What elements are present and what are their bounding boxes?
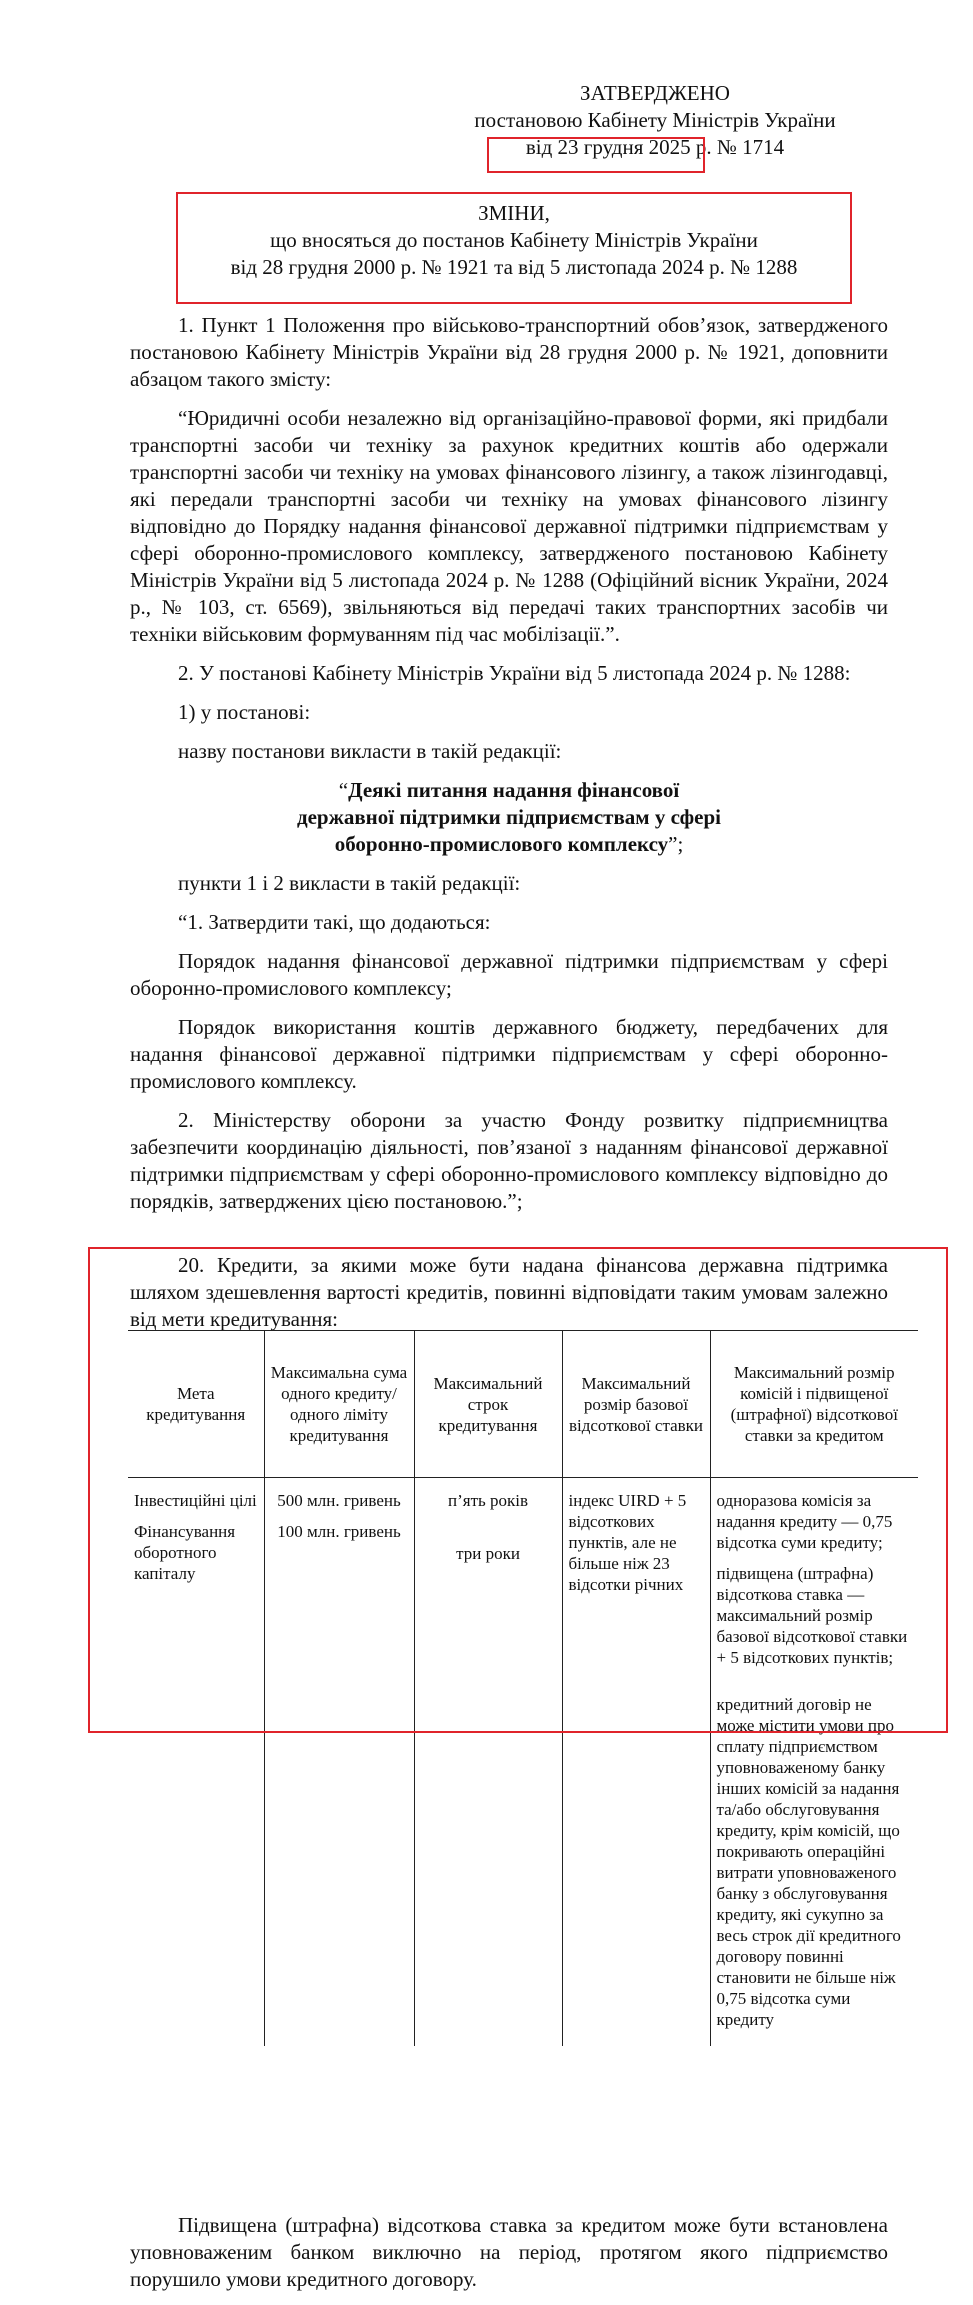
table-cell-max-term [414, 1478, 562, 2047]
paragraph-11: 20. Кредити, за якими може бути надана фінансова державна підтримка шляхом здешевлення вартості кредитів, повинні відповідати таким умовам залежно від мети кредитування: [130, 1253, 888, 1331]
commission-item: одноразова комісія за надання кредиту — 0,75 відсотка суми кредиту; [716, 1491, 893, 1552]
table-header-cell: Мета кредитування [128, 1331, 264, 1478]
table-cell-commissions [710, 1478, 918, 2047]
paragraph-12: Підвищена (штрафна) відсоткова ставка за кредитом може бути встановлена уповноваженим банком виключно на період, протягом якого підприємство порушило умови кредитного договору. [130, 2213, 888, 2291]
changes-title-line-2: що вносяться до постанов Кабінету Міністрів України [270, 228, 758, 252]
quote-close: ”; [668, 832, 684, 856]
paragraph-1: 1. Пункт 1 Положення про військово-транспортний обов’язок, затвердженого постановою Кабінету Міністрів України від 28 грудня 2000 р. № 1921, доповнити абзацом такого змісту: [130, 313, 888, 391]
table-header-row [128, 1331, 918, 1478]
changes-title [176, 200, 852, 281]
resolution-title-line-3: оборонно-промислового комплексу [334, 832, 669, 856]
paragraph-10: 2. Міністерству оборони за участю Фонду розвитку підприємництва забезпечити координацію діяльності, пов’язаної з наданням фінансової державної підтримки підприємствам у сфері оборонно-промислового комплексу відповідно до порядків, затверджених цією постановою.”; [130, 1108, 888, 1213]
table-header-cell: Максимальний строк кредитування [414, 1331, 562, 1478]
table-cell-purpose [128, 1478, 264, 2047]
credit-terms-table [128, 1330, 918, 2046]
approval-date: від 23 грудня 2025 р. [525, 135, 712, 159]
resolution-title-line-2: державної підтримки підприємствам у сфері [296, 805, 722, 829]
purpose-investment: Інвестиційні цілі [134, 1491, 257, 1510]
base-rate-text: індекс UIRD + 5 відсоткових пунктів, але не більше ніж 23 відсотки річних [568, 1491, 687, 1594]
table-header-cell: Максимальний розмір базової відсоткової ставки [562, 1331, 710, 1478]
resolution-title [130, 777, 888, 858]
approval-line-1: ЗАТВЕРДЖЕНО [580, 81, 730, 105]
approval-line-2: постановою Кабінету Міністрів України [474, 108, 836, 132]
paragraph-9: Порядок використання коштів державного бюджету, передбачених для надання фінансової державної підтримки підприємствам у сфері оборонно-промислового комплексу. [130, 1015, 888, 1093]
table-cell-base-rate [562, 1478, 710, 2047]
amount-investment: 500 млн. гривень [277, 1491, 401, 1510]
paragraph-5: назву постанови викласти в такій редакції: [178, 739, 562, 763]
table-header-cell: Максимальна сума одного кредиту/одного ліміту кредитування [264, 1331, 414, 1478]
resolution-title-line-1: Деякі питання надання фінансової [348, 778, 680, 802]
final-paragraph-wrap [130, 2212, 888, 2305]
table-header-cell: Максимальний розмір комісій і підвищеної (штрафної) відсоткової ставки за кредитом [710, 1331, 918, 1478]
amount-working-capital: 100 млн. гривень [277, 1522, 401, 1541]
main-text-column [130, 312, 888, 1227]
approval-block [430, 80, 880, 161]
quote-open: “ [338, 778, 349, 802]
approval-line-3 [430, 134, 880, 161]
changes-title-line-3: від 28 грудня 2000 р. № 1921 та від 5 листопада 2024 р. № 1288 [230, 255, 798, 279]
paragraph-7: “1. Затвердити такі, що додаються: [178, 910, 491, 934]
commission-item: підвищена (штрафна) відсоткова ставка — максимальний розмір базової відсоткової ставки + 5 відсоткових пунктів; [716, 1564, 908, 1667]
paragraph-3: 2. У постанові Кабінету Міністрів України від 5 листопада 2024 р. № 1288: [178, 661, 851, 685]
paragraph-6: пункти 1 і 2 викласти в такій редакції: [178, 871, 521, 895]
purpose-working-capital: Фінансування оборотного капіталу [134, 1522, 236, 1583]
table-cell-max-amount [264, 1478, 414, 2047]
term-working-capital: три роки [456, 1544, 520, 1563]
section-20 [130, 1252, 888, 1337]
commission-item: кредитний договір не може містити умови про сплату підприємством уповноваженому банку інших комісій за надання та/або обслуговування кредиту, крім комісій, що покривають операційні витрати уповноваженого банку з обслуговування кредиту, які сукупно за весь строк дії кредитного договору повинні становити не більше ніж 0,75 відсотка суми кредиту [716, 1695, 901, 2029]
paragraph-4: 1) у постанові: [178, 700, 311, 724]
paragraph-2: “Юридичні особи незалежно від організаційно-правової форми, які придбали транспортні засоби чи техніку за рахунок кредитних коштів або одержали транспортні засоби чи техніку на умовах фінансового лізингу, а також лізингодавці, які передали транспортні засоби чи техніку на умовах фінансового лізингу відповідно до Порядку надання фінансової державної підтримки підприємствам у сфері оборонно-промислового комплексу, затвердженого постановою Кабінету Міністрів України від 5 листопада 2024 р. № 1288 (Офіційний вісник України, 2024 р., № 103, ст. 6569), звільняються від передачі таких транспортних засобів чи техніки військовим формуванням під час мобілізації.”. [130, 406, 888, 646]
table-row [128, 1478, 918, 2047]
credit-terms-table-wrap [128, 1330, 918, 2046]
approval-number: № 1714 [711, 135, 785, 159]
changes-title-line-1: ЗМІНИ, [478, 201, 550, 225]
term-investment: п’ять років [447, 1491, 529, 1510]
paragraph-8: Порядок надання фінансової державної підтримки підприємствам у сфері оборонно-промислового комплексу; [130, 949, 888, 1000]
